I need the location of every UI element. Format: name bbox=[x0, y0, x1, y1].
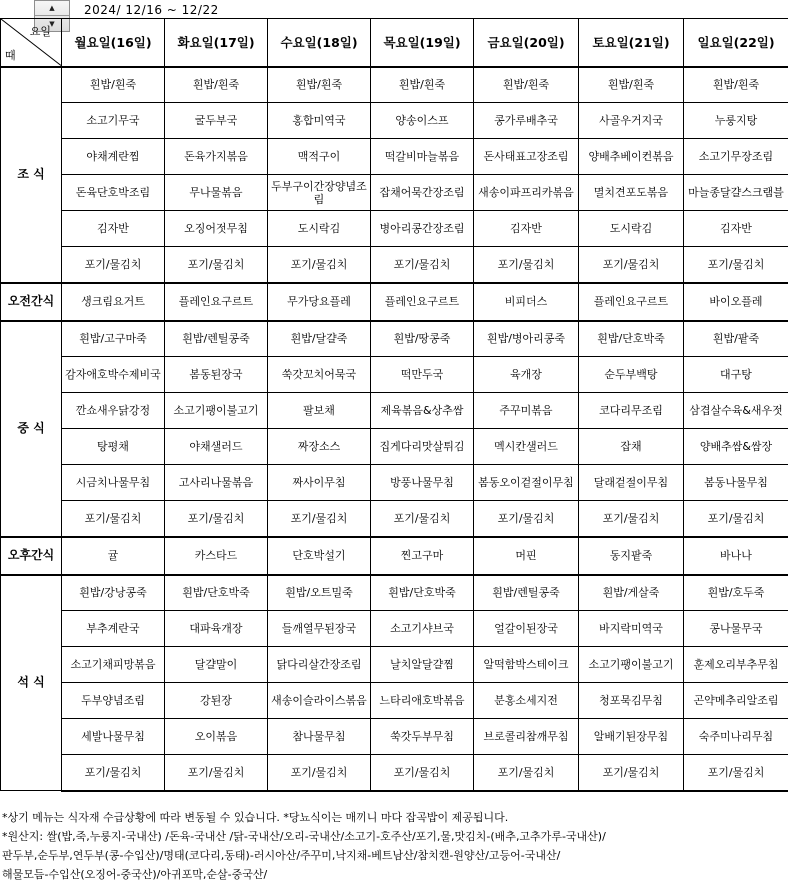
menu-item-cell: 봄동나물무침 bbox=[684, 465, 788, 501]
menu-item-cell: 멕시칸샐러드 bbox=[474, 429, 579, 465]
menu-item-cell: 포기/물김치 bbox=[474, 755, 579, 791]
menu-item-cell: 오이볶음 bbox=[165, 719, 268, 755]
menu-item-cell: 멸치견포도볶음 bbox=[579, 175, 684, 211]
triangle-up-icon: ▲ bbox=[49, 4, 55, 12]
table-row bbox=[1, 683, 788, 719]
menu-item-cell: 깐쇼새우닭강정 bbox=[62, 393, 165, 429]
menu-item-cell: 강된장 bbox=[165, 683, 268, 719]
menu-item-cell: 병아리콩간장조림 bbox=[371, 211, 474, 247]
weekly-menu-table bbox=[0, 18, 788, 792]
menu-item-cell: 포기/물김치 bbox=[474, 501, 579, 537]
spinner-up-button[interactable] bbox=[35, 1, 69, 16]
menu-item-cell: 포기/물김치 bbox=[62, 501, 165, 537]
menu-item-cell: 닭다리살간장조림 bbox=[268, 647, 371, 683]
table-row bbox=[1, 465, 788, 501]
menu-item-cell: 플레인요구르트 bbox=[371, 283, 474, 321]
menu-item-cell: 김자반 bbox=[474, 211, 579, 247]
notes-section bbox=[2, 808, 786, 884]
menu-item-cell: 시금치나물무침 bbox=[62, 465, 165, 501]
table-row bbox=[1, 501, 788, 537]
meal-category-label: 중 식 bbox=[1, 321, 62, 537]
menu-item-cell: 포기/물김치 bbox=[371, 247, 474, 283]
menu-item-cell: 포기/물김치 bbox=[684, 247, 788, 283]
corner-day-label: 요일 bbox=[29, 25, 51, 38]
header-row bbox=[1, 19, 788, 67]
menu-item-cell: 콩나물무국 bbox=[684, 611, 788, 647]
day-header: 목요일(19일) bbox=[371, 19, 474, 67]
menu-item-cell: 쑥갓꼬치어묵국 bbox=[268, 357, 371, 393]
table-row bbox=[1, 67, 788, 103]
table-row bbox=[1, 139, 788, 175]
menu-item-cell: 코다리무조림 bbox=[579, 393, 684, 429]
menu-item-cell: 흰밥/강낭콩죽 bbox=[62, 575, 165, 611]
menu-item-cell: 귤 bbox=[62, 537, 165, 575]
table-row bbox=[1, 537, 788, 575]
table-row bbox=[1, 755, 788, 791]
menu-item-cell: 얼갈이된장국 bbox=[474, 611, 579, 647]
menu-item-cell: 떡갈비마늘볶음 bbox=[371, 139, 474, 175]
menu-item-cell: 봄동오이겉절이무침 bbox=[474, 465, 579, 501]
menu-item-cell: 포기/물김치 bbox=[62, 755, 165, 791]
menu-item-cell: 흰밥/흰죽 bbox=[474, 67, 579, 103]
menu-item-cell: 잡채 bbox=[579, 429, 684, 465]
menu-item-cell: 콩가루배추국 bbox=[474, 103, 579, 139]
menu-item-cell: 무나물볶음 bbox=[165, 175, 268, 211]
menu-item-cell: 플레인요구르트 bbox=[579, 283, 684, 321]
menu-item-cell: 달래겉절이무침 bbox=[579, 465, 684, 501]
menu-item-cell: 플레인요구르트 bbox=[165, 283, 268, 321]
menu-item-cell: 청포묵김무침 bbox=[579, 683, 684, 719]
menu-item-cell: 양배추베이컨볶음 bbox=[579, 139, 684, 175]
table-row bbox=[1, 321, 788, 357]
menu-item-cell: 포기/물김치 bbox=[371, 501, 474, 537]
day-header: 월요일(16일) bbox=[62, 19, 165, 67]
menu-item-cell: 세발나물무침 bbox=[62, 719, 165, 755]
menu-item-cell: 포기/물김치 bbox=[579, 755, 684, 791]
menu-item-cell: 소고기무국 bbox=[62, 103, 165, 139]
table-row bbox=[1, 247, 788, 283]
menu-item-cell: 포기/물김치 bbox=[579, 501, 684, 537]
menu-item-cell: 무가당요플레 bbox=[268, 283, 371, 321]
menu-item-cell: 흰밥/고구마죽 bbox=[62, 321, 165, 357]
menu-item-cell: 오징어젓무침 bbox=[165, 211, 268, 247]
table-row bbox=[1, 211, 788, 247]
menu-item-cell: 흰밥/호두죽 bbox=[684, 575, 788, 611]
menu-item-cell: 돈육단호박조림 bbox=[62, 175, 165, 211]
menu-item-cell: 잡채어묵간장조림 bbox=[371, 175, 474, 211]
menu-item-cell: 육개장 bbox=[474, 357, 579, 393]
menu-item-cell: 바이오플레 bbox=[684, 283, 788, 321]
menu-item-cell: 흰밥/흰죽 bbox=[579, 67, 684, 103]
menu-item-cell: 곤약메추리알조림 bbox=[684, 683, 788, 719]
day-header: 화요일(17일) bbox=[165, 19, 268, 67]
table-row bbox=[1, 103, 788, 139]
table-row bbox=[1, 429, 788, 465]
menu-item-cell: 바나나 bbox=[684, 537, 788, 575]
menu-item-cell: 홍합미역국 bbox=[268, 103, 371, 139]
menu-item-cell: 제육볶음&상추쌈 bbox=[371, 393, 474, 429]
menu-item-cell: 흰밥/흰죽 bbox=[165, 67, 268, 103]
menu-item-cell: 포기/물김치 bbox=[684, 755, 788, 791]
menu-item-cell: 두부양념조림 bbox=[62, 683, 165, 719]
menu-item-cell: 새송이슬라이스볶음 bbox=[268, 683, 371, 719]
menu-item-cell: 굴두부국 bbox=[165, 103, 268, 139]
table-row bbox=[1, 393, 788, 429]
menu-item-cell: 누룽지탕 bbox=[684, 103, 788, 139]
menu-item-cell: 소고기채피망볶음 bbox=[62, 647, 165, 683]
menu-item-cell: 고사리나물볶음 bbox=[165, 465, 268, 501]
note-line: *원산지: 쌀(밥,죽,누룽지-국내산) /돈육-국내산 /닭-국내산/오리-국내산/소고기-호주산/포기,물,맛김치-(배추,고추가루-국내산)/ bbox=[2, 830, 606, 843]
menu-item-cell: 찐고구마 bbox=[371, 537, 474, 575]
menu-item-cell: 참나물무침 bbox=[268, 719, 371, 755]
menu-item-cell: 훈제오리부추무침 bbox=[684, 647, 788, 683]
menu-item-cell: 방풍나물무침 bbox=[371, 465, 474, 501]
menu-item-cell: 떡만두국 bbox=[371, 357, 474, 393]
menu-item-cell: 들깨열무된장국 bbox=[268, 611, 371, 647]
menu-item-cell: 새송이파프리카볶음 bbox=[474, 175, 579, 211]
menu-item-cell: 쑥갓두부무침 bbox=[371, 719, 474, 755]
menu-item-cell: 봄동된장국 bbox=[165, 357, 268, 393]
menu-item-cell: 양송이스프 bbox=[371, 103, 474, 139]
menu-item-cell: 흰밥/게살죽 bbox=[579, 575, 684, 611]
menu-item-cell: 두부구이간장양념조림 bbox=[268, 175, 371, 211]
meal-category-label: 조 식 bbox=[1, 67, 62, 283]
table-row bbox=[1, 175, 788, 211]
menu-item-cell: 브로콜리참깨무침 bbox=[474, 719, 579, 755]
menu-item-cell: 카스타드 bbox=[165, 537, 268, 575]
menu-item-cell: 숙주미나리무침 bbox=[684, 719, 788, 755]
table-row bbox=[1, 611, 788, 647]
menu-item-cell: 흰밥/달걀죽 bbox=[268, 321, 371, 357]
menu-item-cell: 삼겹살수육&새우젓 bbox=[684, 393, 788, 429]
menu-item-cell: 흰밥/흰죽 bbox=[684, 67, 788, 103]
menu-item-cell: 흰밥/병아리콩죽 bbox=[474, 321, 579, 357]
menu-item-cell: 주꾸미볶음 bbox=[474, 393, 579, 429]
menu-item-cell: 포기/물김치 bbox=[684, 501, 788, 537]
menu-item-cell: 맥적구이 bbox=[268, 139, 371, 175]
menu-item-cell: 포기/물김치 bbox=[165, 247, 268, 283]
menu-item-cell: 부추계란국 bbox=[62, 611, 165, 647]
menu-item-cell: 도시락김 bbox=[268, 211, 371, 247]
menu-item-cell: 포기/물김치 bbox=[579, 247, 684, 283]
menu-item-cell: 포기/물김치 bbox=[474, 247, 579, 283]
menu-item-cell: 포기/물김치 bbox=[371, 755, 474, 791]
menu-item-cell: 흰밥/흰죽 bbox=[371, 67, 474, 103]
menu-item-cell: 흰밥/렌틸콩죽 bbox=[165, 321, 268, 357]
menu-item-cell: 포기/물김치 bbox=[268, 755, 371, 791]
menu-item-cell: 흰밥/렌틸콩죽 bbox=[474, 575, 579, 611]
table-row bbox=[1, 575, 788, 611]
meal-category-label: 오후간식 bbox=[1, 537, 62, 575]
note-line: 판두부,순두부,연두부(콩-수입산)/명태(코다리,동태)-러시아산/주꾸미,낙지채-베트남산/참치캔-원양산/고등어-국내산/ bbox=[2, 849, 561, 862]
menu-item-cell: 짜장소스 bbox=[268, 429, 371, 465]
day-header: 금요일(20일) bbox=[474, 19, 579, 67]
menu-item-cell: 포기/물김치 bbox=[165, 755, 268, 791]
triangle-down-icon: ▼ bbox=[49, 19, 55, 28]
date-range: 2024/ 12/16 ~ 12/22 bbox=[84, 3, 219, 17]
menu-item-cell: 날치알달걀찜 bbox=[371, 647, 474, 683]
table-row bbox=[1, 283, 788, 321]
menu-item-cell: 소고기팽이불고기 bbox=[165, 393, 268, 429]
menu-item-cell: 단호박설기 bbox=[268, 537, 371, 575]
day-header: 수요일(18일) bbox=[268, 19, 371, 67]
table-row bbox=[1, 357, 788, 393]
menu-item-cell: 알떡함박스테이크 bbox=[474, 647, 579, 683]
menu-item-cell: 흰밥/흰죽 bbox=[268, 67, 371, 103]
menu-item-cell: 야채계란찜 bbox=[62, 139, 165, 175]
menu-item-cell: 흰밥/단호박죽 bbox=[165, 575, 268, 611]
menu-item-cell: 김자반 bbox=[684, 211, 788, 247]
menu-item-cell: 알배기된장무침 bbox=[579, 719, 684, 755]
menu-item-cell: 흰밥/단호박죽 bbox=[371, 575, 474, 611]
menu-item-cell: 포기/물김치 bbox=[268, 247, 371, 283]
menu-item-cell: 야채샐러드 bbox=[165, 429, 268, 465]
day-header: 토요일(21일) bbox=[579, 19, 684, 67]
menu-item-cell: 대파육개장 bbox=[165, 611, 268, 647]
menu-item-cell: 포기/물김치 bbox=[62, 247, 165, 283]
menu-item-cell: 달걀말이 bbox=[165, 647, 268, 683]
menu-item-cell: 대구탕 bbox=[684, 357, 788, 393]
menu-item-cell: 탕평채 bbox=[62, 429, 165, 465]
menu-item-cell: 돈사태표고장조림 bbox=[474, 139, 579, 175]
menu-item-cell: 김자반 bbox=[62, 211, 165, 247]
menu-item-cell: 순두부백탕 bbox=[579, 357, 684, 393]
menu-item-cell: 머핀 bbox=[474, 537, 579, 575]
menu-item-cell: 마늘종달걀스크램블 bbox=[684, 175, 788, 211]
menu-item-cell: 흰밥/땅콩죽 bbox=[371, 321, 474, 357]
menu-item-cell: 돈육가지볶음 bbox=[165, 139, 268, 175]
menu-item-cell: 흰밥/단호박죽 bbox=[579, 321, 684, 357]
note-line: *상기 메뉴는 식자재 수급상황에 따라 변동될 수 있습니다. *당뇨식이는 매끼니 마다 잡곡밥이 제공됩니다. bbox=[2, 811, 509, 824]
corner-meal-label: 때 bbox=[5, 48, 16, 62]
menu-item-cell: 사골우거지국 bbox=[579, 103, 684, 139]
menu-item-cell: 감자애호박수제비국 bbox=[62, 357, 165, 393]
menu-item-cell: 느타리애호박볶음 bbox=[371, 683, 474, 719]
menu-item-cell: 동지팥죽 bbox=[579, 537, 684, 575]
menu-item-cell: 양배추쌈&쌈장 bbox=[684, 429, 788, 465]
menu-item-cell: 포기/물김치 bbox=[268, 501, 371, 537]
menu-item-cell: 소고기무장조림 bbox=[684, 139, 788, 175]
menu-item-cell: 흰밥/흰죽 bbox=[62, 67, 165, 103]
menu-item-cell: 생크림요거트 bbox=[62, 283, 165, 321]
menu-item-cell: 바지락미역국 bbox=[579, 611, 684, 647]
corner-cell bbox=[1, 19, 62, 67]
menu-item-cell: 분홍소세지전 bbox=[474, 683, 579, 719]
table-row bbox=[1, 719, 788, 755]
menu-item-cell: 짜사이무침 bbox=[268, 465, 371, 501]
menu-item-cell: 팔보채 bbox=[268, 393, 371, 429]
meal-category-label: 석 식 bbox=[1, 575, 62, 791]
menu-item-cell: 포기/물김치 bbox=[165, 501, 268, 537]
menu-item-cell: 소고기팽이불고기 bbox=[579, 647, 684, 683]
menu-item-cell: 소고기샤브국 bbox=[371, 611, 474, 647]
menu-item-cell: 흰밥/오트밀죽 bbox=[268, 575, 371, 611]
note-line: 해물모듬-수입산(오징어-중국산)/아귀포막,순살-중국산/ bbox=[2, 868, 268, 881]
menu-item-cell: 도시락김 bbox=[579, 211, 684, 247]
day-header: 일요일(22일) bbox=[684, 19, 788, 67]
menu-item-cell: 흰밥/팥죽 bbox=[684, 321, 788, 357]
menu-item-cell: 비피더스 bbox=[474, 283, 579, 321]
menu-item-cell: 집게다리맛살튀김 bbox=[371, 429, 474, 465]
table-row bbox=[1, 647, 788, 683]
meal-category-label: 오전간식 bbox=[1, 283, 62, 321]
